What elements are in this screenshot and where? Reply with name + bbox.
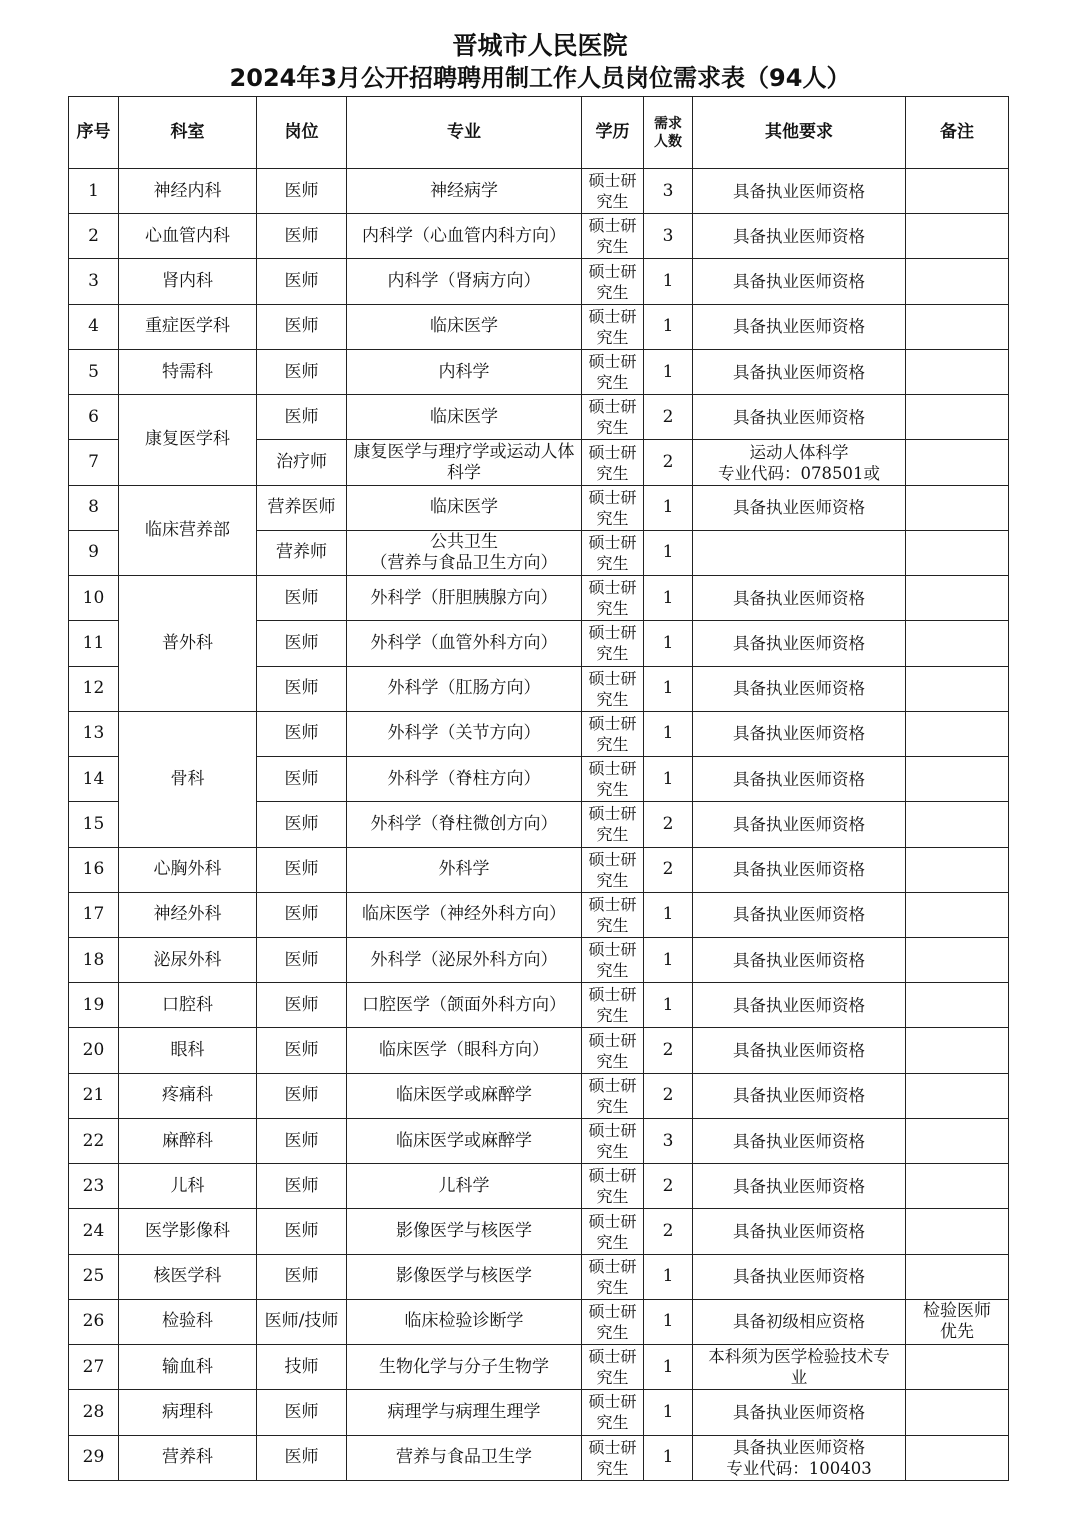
cell-post: 营养师	[257, 530, 347, 575]
table-row	[69, 485, 1009, 530]
cell-seq: 19	[69, 983, 119, 1028]
cell-post: 技师	[257, 1345, 347, 1390]
cell-count: 3	[644, 169, 693, 214]
cell-dept: 儿科	[119, 1164, 257, 1209]
cell-major: 病理学与病理生理学	[347, 1390, 582, 1435]
cell-other: 本科须为医学检验技术专 业	[693, 1345, 906, 1390]
cell-post: 医师	[257, 259, 347, 304]
cell-major: 内科学（心血管内科方向）	[347, 214, 582, 259]
cell-major: 临床医学（神经外科方向）	[347, 892, 582, 937]
cell-seq: 25	[69, 1254, 119, 1299]
cell-seq: 16	[69, 847, 119, 892]
recruitment-table	[68, 96, 1009, 1481]
cell-edu: 硕士研究生	[582, 937, 644, 982]
cell-edu: 硕士研究生	[582, 1254, 644, 1299]
table-row	[69, 1345, 1009, 1390]
cell-edu: 硕士研究生	[582, 214, 644, 259]
cell-edu: 硕士研究生	[582, 304, 644, 349]
cell-count: 2	[644, 1209, 693, 1254]
cell-dept: 神经外科	[119, 892, 257, 937]
cell-edu: 硕士研究生	[582, 757, 644, 802]
cell-other: 具备初级相应资格	[693, 1299, 906, 1344]
cell-other: 具备执业医师资格	[693, 757, 906, 802]
cell-count: 1	[644, 576, 693, 621]
cell-post: 医师	[257, 1164, 347, 1209]
cell-major: 内科学（肾病方向）	[347, 259, 582, 304]
cell-seq: 11	[69, 621, 119, 666]
cell-dept: 营养科	[119, 1435, 257, 1480]
cell-post: 医师	[257, 349, 347, 394]
cell-dept: 眼科	[119, 1028, 257, 1073]
cell-dept: 心胸外科	[119, 847, 257, 892]
cell-dept: 心血管内科	[119, 214, 257, 259]
cell-post: 医师	[257, 395, 347, 440]
table-title: 2024年3月公开招聘聘用制工作人员岗位需求表（94人）	[229, 64, 851, 92]
cell-count: 1	[644, 757, 693, 802]
table-row	[69, 1299, 1009, 1344]
cell-major: 影像医学与核医学	[347, 1254, 582, 1299]
cell-count: 1	[644, 349, 693, 394]
cell-note	[906, 983, 1009, 1028]
cell-edu: 硕士研究生	[582, 621, 644, 666]
cell-note: 检验医师 优先	[906, 1299, 1009, 1344]
cell-edu: 硕士研究生	[582, 576, 644, 621]
table-row	[69, 349, 1009, 394]
cell-post: 医师	[257, 847, 347, 892]
cell-post: 医师	[257, 666, 347, 711]
cell-note	[906, 259, 1009, 304]
cell-post: 治疗师	[257, 440, 347, 485]
cell-count: 1	[644, 983, 693, 1028]
cell-note	[906, 711, 1009, 756]
cell-note	[906, 1254, 1009, 1299]
cell-edu: 硕士研究生	[582, 983, 644, 1028]
table-row	[69, 1118, 1009, 1163]
cell-major: 神经病学	[347, 169, 582, 214]
cell-post: 医师	[257, 1028, 347, 1073]
cell-edu: 硕士研究生	[582, 259, 644, 304]
cell-edu: 硕士研究生	[582, 711, 644, 756]
cell-note	[906, 847, 1009, 892]
cell-note	[906, 892, 1009, 937]
cell-note	[906, 1028, 1009, 1073]
cell-seq: 21	[69, 1073, 119, 1118]
cell-note	[906, 666, 1009, 711]
table-row	[69, 169, 1009, 214]
cell-count: 2	[644, 1073, 693, 1118]
cell-post: 医师	[257, 937, 347, 982]
cell-edu: 硕士研究生	[582, 847, 644, 892]
cell-count: 1	[644, 937, 693, 982]
cell-other: 具备执业医师资格	[693, 802, 906, 847]
cell-other: 具备执业医师资格	[693, 1028, 906, 1073]
cell-other: 具备执业医师资格	[693, 1254, 906, 1299]
cell-post: 医师	[257, 576, 347, 621]
cell-dept: 麻醉科	[119, 1118, 257, 1163]
cell-note	[906, 169, 1009, 214]
cell-note	[906, 1435, 1009, 1480]
header-count-line2: 人数	[654, 133, 682, 150]
cell-count: 1	[644, 1435, 693, 1480]
cell-seq: 13	[69, 711, 119, 756]
cell-major: 外科学（血管外科方向）	[347, 621, 582, 666]
cell-post: 医师	[257, 802, 347, 847]
cell-note	[906, 1073, 1009, 1118]
header-edu: 学历	[582, 97, 644, 169]
table-row	[69, 892, 1009, 937]
cell-count: 2	[644, 847, 693, 892]
cell-major: 外科学	[347, 847, 582, 892]
table-row	[69, 1073, 1009, 1118]
header-seq: 序号	[69, 97, 119, 169]
cell-post: 医师	[257, 621, 347, 666]
cell-major: 外科学（泌尿外科方向）	[347, 937, 582, 982]
cell-seq: 3	[69, 259, 119, 304]
table-row	[69, 1164, 1009, 1209]
cell-edu: 硕士研究生	[582, 1390, 644, 1435]
cell-other: 具备执业医师资格	[693, 395, 906, 440]
cell-major: 外科学（脊柱微创方向）	[347, 802, 582, 847]
cell-dept: 泌尿外科	[119, 937, 257, 982]
cell-note	[906, 757, 1009, 802]
cell-post: 医师	[257, 757, 347, 802]
cell-seq: 15	[69, 802, 119, 847]
header-count-line1: 需求	[654, 115, 682, 132]
cell-dept: 核医学科	[119, 1254, 257, 1299]
cell-major: 儿科学	[347, 1164, 582, 1209]
cell-edu: 硕士研究生	[582, 349, 644, 394]
header-dept: 科室	[119, 97, 257, 169]
cell-seq: 14	[69, 757, 119, 802]
cell-major: 临床医学	[347, 485, 582, 530]
table-row	[69, 1254, 1009, 1299]
cell-major: 口腔医学（颌面外科方向）	[347, 983, 582, 1028]
table-row	[69, 983, 1009, 1028]
table-row	[69, 1028, 1009, 1073]
cell-dept: 检验科	[119, 1299, 257, 1344]
cell-dept: 普外科	[119, 576, 257, 712]
cell-post: 医师/技师	[257, 1299, 347, 1344]
cell-post: 医师	[257, 1118, 347, 1163]
cell-other: 具备执业医师资格	[693, 214, 906, 259]
cell-note	[906, 802, 1009, 847]
cell-dept: 肾内科	[119, 259, 257, 304]
cell-post: 医师	[257, 214, 347, 259]
cell-post: 医师	[257, 304, 347, 349]
cell-count: 1	[644, 892, 693, 937]
cell-seq: 20	[69, 1028, 119, 1073]
cell-major: 内科学	[347, 349, 582, 394]
cell-dept: 临床营养部	[119, 485, 257, 575]
cell-edu: 硕士研究生	[582, 1073, 644, 1118]
cell-count: 1	[644, 621, 693, 666]
cell-other: 具备执业医师资格	[693, 1390, 906, 1435]
cell-major: 临床医学	[347, 395, 582, 440]
cell-dept: 疼痛科	[119, 1073, 257, 1118]
cell-note	[906, 576, 1009, 621]
cell-other: 具备执业医师资格	[693, 169, 906, 214]
cell-seq: 27	[69, 1345, 119, 1390]
cell-seq: 24	[69, 1209, 119, 1254]
cell-major: 公共卫生 （营养与食品卫生方向）	[347, 530, 582, 575]
cell-count: 2	[644, 802, 693, 847]
cell-major: 外科学（脊柱方向）	[347, 757, 582, 802]
cell-edu: 硕士研究生	[582, 802, 644, 847]
cell-seq: 10	[69, 576, 119, 621]
cell-edu: 硕士研究生	[582, 1209, 644, 1254]
cell-other: 具备执业医师资格	[693, 937, 906, 982]
cell-count: 2	[644, 1164, 693, 1209]
cell-note	[906, 1209, 1009, 1254]
table-row	[69, 1435, 1009, 1480]
cell-dept: 口腔科	[119, 983, 257, 1028]
cell-major: 临床医学	[347, 304, 582, 349]
cell-note	[906, 530, 1009, 575]
cell-post: 医师	[257, 983, 347, 1028]
cell-seq: 8	[69, 485, 119, 530]
cell-note	[906, 1118, 1009, 1163]
cell-seq: 9	[69, 530, 119, 575]
cell-dept: 医学影像科	[119, 1209, 257, 1254]
cell-other: 具备执业医师资格	[693, 1073, 906, 1118]
cell-dept: 重症医学科	[119, 304, 257, 349]
cell-post: 医师	[257, 169, 347, 214]
cell-other: 具备执业医师资格 专业代码：100403	[693, 1435, 906, 1480]
cell-note	[906, 349, 1009, 394]
cell-edu: 硕士研究生	[582, 1299, 644, 1344]
cell-seq: 7	[69, 440, 119, 485]
cell-count: 3	[644, 1118, 693, 1163]
cell-other: 具备执业医师资格	[693, 847, 906, 892]
cell-other: 具备执业医师资格	[693, 983, 906, 1028]
cell-major: 影像医学与核医学	[347, 1209, 582, 1254]
cell-major: 临床检验诊断学	[347, 1299, 582, 1344]
cell-edu: 硕士研究生	[582, 1028, 644, 1073]
cell-other: 具备执业医师资格	[693, 485, 906, 530]
cell-edu: 硕士研究生	[582, 666, 644, 711]
document-header	[0, 30, 1080, 94]
cell-count: 2	[644, 395, 693, 440]
table-row	[69, 937, 1009, 982]
cell-note	[906, 937, 1009, 982]
cell-note	[906, 395, 1009, 440]
table-row	[69, 576, 1009, 621]
cell-seq: 26	[69, 1299, 119, 1344]
cell-count: 1	[644, 666, 693, 711]
cell-seq: 1	[69, 169, 119, 214]
table-body	[69, 169, 1009, 1481]
cell-count: 1	[644, 711, 693, 756]
table-row	[69, 214, 1009, 259]
cell-dept: 特需科	[119, 349, 257, 394]
cell-seq: 29	[69, 1435, 119, 1480]
cell-dept: 病理科	[119, 1390, 257, 1435]
cell-seq: 6	[69, 395, 119, 440]
cell-count: 1	[644, 1390, 693, 1435]
cell-seq: 2	[69, 214, 119, 259]
cell-other: 具备执业医师资格	[693, 1164, 906, 1209]
cell-other: 具备执业医师资格	[693, 349, 906, 394]
cell-note	[906, 1164, 1009, 1209]
cell-post: 医师	[257, 1254, 347, 1299]
cell-count: 2	[644, 1028, 693, 1073]
cell-major: 外科学（肛肠方向）	[347, 666, 582, 711]
cell-major: 生物化学与分子生物学	[347, 1345, 582, 1390]
cell-dept: 神经内科	[119, 169, 257, 214]
cell-post: 医师	[257, 711, 347, 756]
table-row	[69, 847, 1009, 892]
cell-major: 外科学（关节方向）	[347, 711, 582, 756]
cell-dept: 输血科	[119, 1345, 257, 1390]
cell-seq: 12	[69, 666, 119, 711]
cell-count: 1	[644, 530, 693, 575]
cell-other	[693, 530, 906, 575]
cell-seq: 22	[69, 1118, 119, 1163]
cell-edu: 硕士研究生	[582, 1164, 644, 1209]
cell-edu: 硕士研究生	[582, 892, 644, 937]
cell-note	[906, 440, 1009, 485]
cell-note	[906, 304, 1009, 349]
table-row	[69, 304, 1009, 349]
table-row	[69, 395, 1009, 440]
cell-post: 医师	[257, 1073, 347, 1118]
cell-other: 具备执业医师资格	[693, 711, 906, 756]
cell-other: 运动人体科学 专业代码：078501或	[693, 440, 906, 485]
cell-major: 外科学（肝胆胰腺方向）	[347, 576, 582, 621]
header-note: 备注	[906, 97, 1009, 169]
cell-seq: 17	[69, 892, 119, 937]
cell-edu: 硕士研究生	[582, 1345, 644, 1390]
cell-edu: 硕士研究生	[582, 485, 644, 530]
cell-dept: 骨科	[119, 711, 257, 847]
table-row	[69, 1209, 1009, 1254]
cell-edu: 硕士研究生	[582, 1435, 644, 1480]
header-post: 岗位	[257, 97, 347, 169]
cell-count: 1	[644, 259, 693, 304]
cell-note	[906, 621, 1009, 666]
hospital-title: 晋城市人民医院	[452, 31, 628, 60]
cell-seq: 28	[69, 1390, 119, 1435]
cell-edu: 硕士研究生	[582, 1118, 644, 1163]
cell-major: 临床医学或麻醉学	[347, 1073, 582, 1118]
cell-count: 1	[644, 304, 693, 349]
cell-note	[906, 1390, 1009, 1435]
cell-post: 医师	[257, 1209, 347, 1254]
cell-seq: 5	[69, 349, 119, 394]
cell-post: 医师	[257, 892, 347, 937]
cell-count: 1	[644, 1254, 693, 1299]
cell-count: 1	[644, 1299, 693, 1344]
cell-edu: 硕士研究生	[582, 530, 644, 575]
cell-note	[906, 1345, 1009, 1390]
header-major: 专业	[347, 97, 582, 169]
header-other: 其他要求	[693, 97, 906, 169]
table-row	[69, 711, 1009, 756]
cell-seq: 4	[69, 304, 119, 349]
cell-other: 具备执业医师资格	[693, 304, 906, 349]
cell-seq: 18	[69, 937, 119, 982]
table-row	[69, 259, 1009, 304]
cell-count: 1	[644, 485, 693, 530]
cell-other: 具备执业医师资格	[693, 1118, 906, 1163]
cell-note	[906, 485, 1009, 530]
cell-other: 具备执业医师资格	[693, 259, 906, 304]
cell-edu: 硕士研究生	[582, 169, 644, 214]
cell-seq: 23	[69, 1164, 119, 1209]
header-count	[644, 97, 693, 169]
cell-other: 具备执业医师资格	[693, 892, 906, 937]
cell-major: 康复医学与理疗学或运动人体科学	[347, 440, 582, 485]
cell-post: 医师	[257, 1435, 347, 1480]
cell-edu: 硕士研究生	[582, 395, 644, 440]
cell-dept: 康复医学科	[119, 395, 257, 485]
cell-major: 营养与食品卫生学	[347, 1435, 582, 1480]
cell-major: 临床医学或麻醉学	[347, 1118, 582, 1163]
cell-edu: 硕士研究生	[582, 440, 644, 485]
cell-count: 2	[644, 440, 693, 485]
cell-other: 具备执业医师资格	[693, 666, 906, 711]
table-row	[69, 1390, 1009, 1435]
cell-post: 医师	[257, 1390, 347, 1435]
cell-other: 具备执业医师资格	[693, 576, 906, 621]
cell-other: 具备执业医师资格	[693, 621, 906, 666]
cell-post: 营养医师	[257, 485, 347, 530]
cell-note	[906, 214, 1009, 259]
header-row	[69, 97, 1009, 169]
cell-count: 1	[644, 1345, 693, 1390]
cell-other: 具备执业医师资格	[693, 1209, 906, 1254]
cell-count: 3	[644, 214, 693, 259]
cell-major: 临床医学（眼科方向）	[347, 1028, 582, 1073]
